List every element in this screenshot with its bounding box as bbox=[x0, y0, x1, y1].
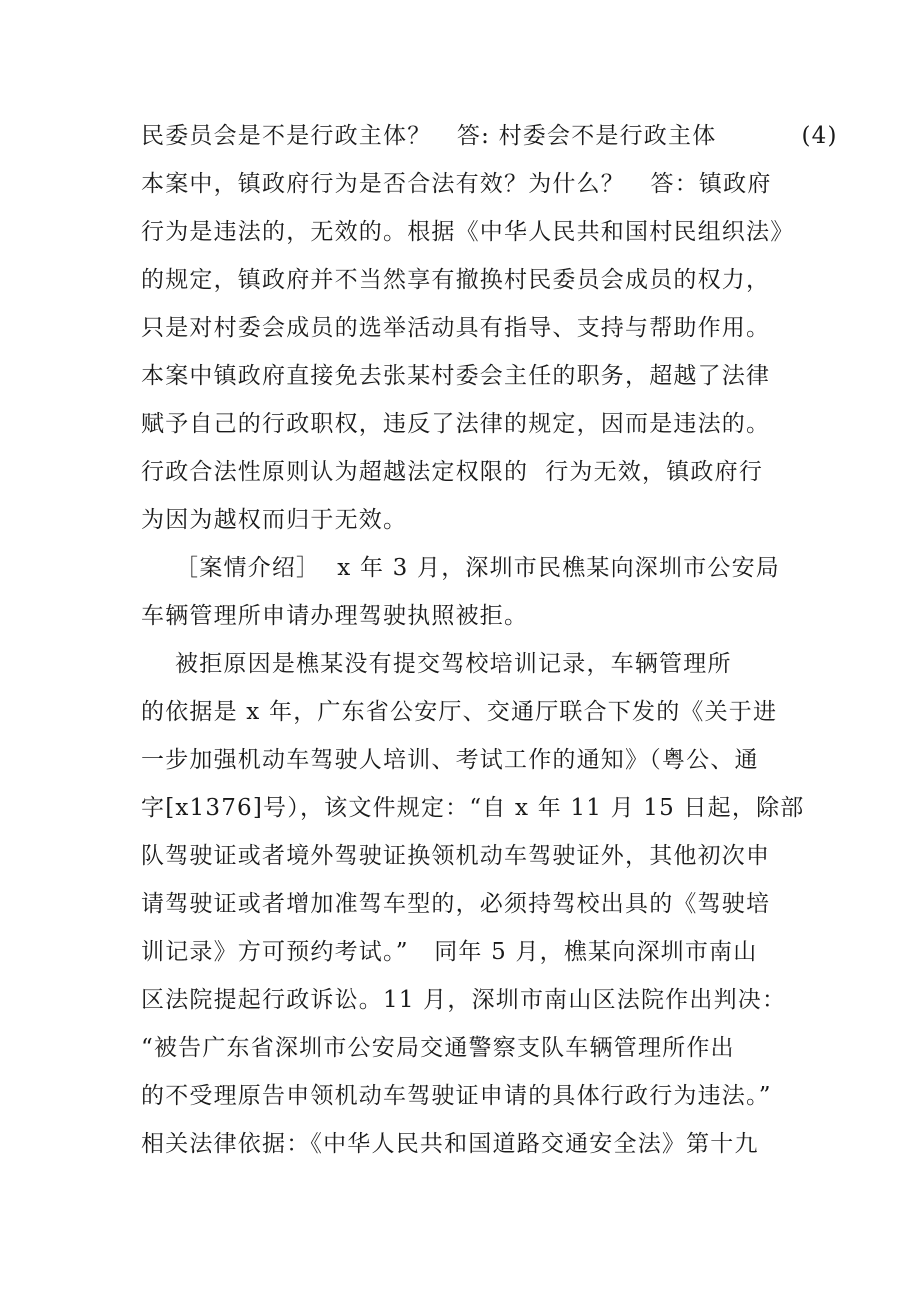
text-line-9: 为因为越权而归于无效。 bbox=[141, 507, 408, 533]
text-line-10: ［案情介绍］ x 年 3 月，深圳市民樵某向深圳市公安局 bbox=[141, 555, 781, 581]
text-line-13: 的依据是 x 年，广东省公安厅、交通厅联合下发的《关于进 bbox=[141, 699, 778, 725]
text-line-5: 只是对村委会成员的选举活动具有指导、支持与帮助作用。 bbox=[141, 315, 771, 341]
text-line-1: 民委员会是不是行政主体？ 答: 村委会不是行政主体 (4) bbox=[141, 123, 838, 149]
text-line-16: 队驾驶证或者境外驾驶证换领机动车驾驶证外，其他初次申 bbox=[141, 843, 771, 869]
text-line-6: 本案中镇政府直接免去张某村委会主任的职务，超越了法律 bbox=[141, 363, 771, 389]
text-line-7: 赋予自己的行政职权，违反了法律的规定，因而是违法的。 bbox=[141, 411, 771, 437]
text-line-3: 行为是违法的，无效的。根据《中华人民共和国村民组织法》 bbox=[141, 219, 795, 245]
text-line-22: 相关法律依据：《中华人民共和国道路交通安全法》第十九 bbox=[141, 1131, 759, 1157]
text-line-12: 被拒原因是樵某没有提交驾校培训记录，车辆管理所 bbox=[141, 651, 732, 677]
text-line-15: 字[x1376]号），该文件规定：“自 x 年 11 月 15 日起，除部 bbox=[141, 795, 805, 821]
text-line-17: 请驾驶证或者增加准驾车型的，必须持驾校出具的《驾驶培 bbox=[141, 891, 771, 917]
text-line-20: “被告广东省深圳市公安局交通警察支队车辆管理所作出 bbox=[141, 1035, 735, 1061]
text-line-8: 行政合法性原则认为超越法定权限的 行为无效，镇政府行 bbox=[141, 459, 764, 485]
text-line-4: 的规定，镇政府并不当然享有撤换村民委员会成员的权力， bbox=[141, 267, 771, 293]
text-line-14: 一步加强机动车驾驶人培训、考试工作的通知》（粤公、通 bbox=[141, 747, 759, 773]
text-line-18: 训记录》方可预约考试。” 同年 5 月，樵某向深圳市南山 bbox=[141, 939, 758, 965]
text-line-2: 本案中，镇政府行为是否合法有效？为什么？ 答：镇政府 bbox=[141, 171, 772, 197]
text-line-21: 的不受理原告申领机动车驾驶证申请的具体行政行为违法。” bbox=[141, 1083, 772, 1109]
text-line-19: 区法院提起行政诉讼。11 月，深圳市南山区法院作出判决： bbox=[141, 987, 787, 1013]
text-line-11: 车辆管理所申请办理驾驶执照被拒。 bbox=[141, 603, 529, 629]
